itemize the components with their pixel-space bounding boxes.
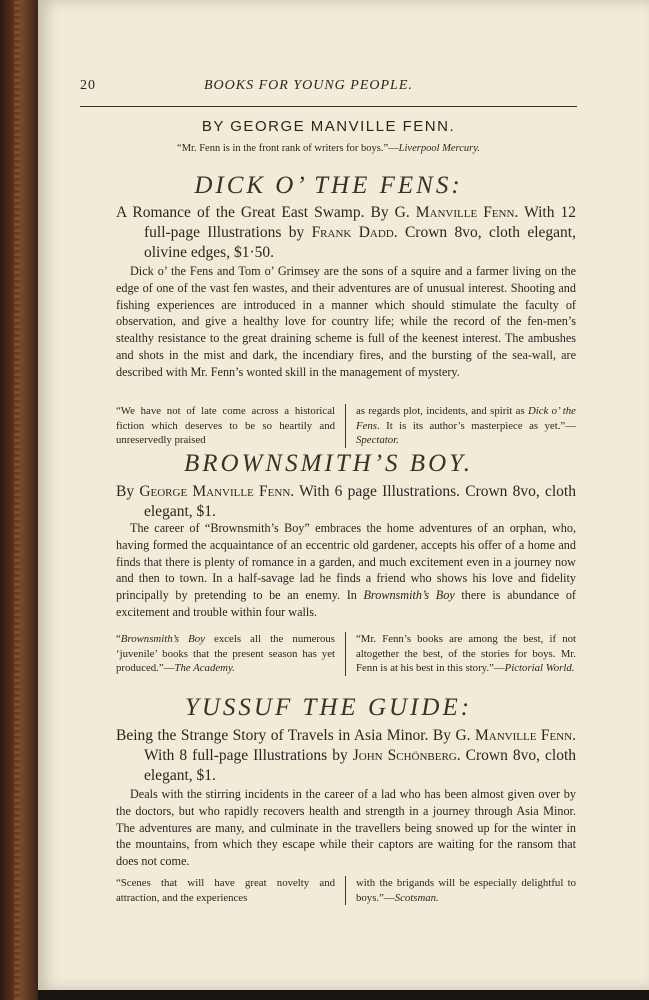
review-text: with the brigands will be especially delightful to boys.”—	[356, 877, 576, 904]
review-book-title: Dick o’ the Fens	[356, 405, 576, 432]
book-summary: Dick o’ the Fens and Tom o’ Grimsey are the sons of a squire and a farmer living on the edge of one of the vast fen wastes, and their adventures are of unusual interest. Shooting and fishing experiences are introduced in a manner which should stimulate the faculty of observation, and give a healthy love for country life; while the record of the fen-men’s stealthy resistance to the great draining scheme is full of the keenest interest. The ambushes and shots in the mist and dark, the incendiary fires, and the bursting of the sea-wall, are described with Mr. Fenn’s wonted skill in the management of mystery.	[116, 264, 576, 379]
book-reviews	[116, 632, 576, 676]
book-description	[116, 726, 576, 786]
review-right	[346, 404, 576, 448]
desc-text: Being the Strange Story of Travels in Asia Minor. By G.	[116, 727, 475, 744]
review-right	[346, 632, 576, 676]
review-left	[116, 404, 346, 448]
review-text: “Scenes that will have great novelty and attraction, and the experiences	[116, 877, 335, 904]
desc-text: A Romance of the Great East Swamp. By G.	[116, 204, 416, 221]
book-reviews	[116, 876, 576, 905]
review-text: “We have not of late come across a historical fiction which deserves to be so heartily and unreservedly praised	[116, 405, 335, 446]
book-description	[116, 203, 576, 263]
author-quote-source: Liverpool Mercury.	[398, 143, 480, 154]
page-number: 20	[80, 78, 96, 93]
desc-author: Manville Fenn	[415, 204, 515, 221]
desc-illustrator: John Schönberg	[352, 747, 457, 764]
book-title: DICK O’ THE FENS:	[194, 172, 463, 199]
book-description	[116, 482, 576, 522]
book-title: YUSSUF THE GUIDE:	[184, 694, 473, 721]
review-source: The Academy.	[174, 662, 235, 674]
author-quote-text: “Mr. Fenn is in the front rank of writers for boys.”—	[177, 143, 399, 154]
review-text: as regards plot, incidents, and spirit as	[356, 405, 528, 417]
desc-text: By	[116, 483, 140, 500]
desc-text: . Crown 8vo, cloth elegant, olivine edges, $1·50.	[144, 224, 576, 261]
review-left: “Brownsmith’s Boy excels all the numerous ‘juvenile’ books that the present season has yet produced.”—The Academy.	[116, 632, 346, 676]
review-left	[116, 876, 346, 905]
book-reviews	[116, 404, 576, 448]
book-spine	[0, 0, 38, 1000]
header-rule	[80, 106, 577, 107]
summary-text: there is abundance of excitement and trouble within four walls.	[116, 588, 576, 619]
desc-text: . With 12 full-page Illustrations by	[144, 204, 577, 241]
desc-text: . With 6 page Illustrations. Crown 8vo, cloth elegant, $1.	[144, 483, 576, 520]
book-summary	[116, 520, 576, 621]
book-title: BROWNSMITH’S BOY.	[184, 450, 473, 477]
summary-book-title: Brownsmith’s Boy	[363, 588, 455, 603]
review-source: Spectator.	[356, 434, 399, 446]
review-source: Scotsman.	[394, 891, 439, 904]
book-summary: Deals with the stirring incidents in the career of a lad who has been almost given over by the doctors, but who rapidly recovers health and strength in a journey through Asia Minor. The adventures are many, and culminate in the travellers being snowed up for the winter in the mountains, from which they escape while their captors are waiting for the ransom that does not come.	[116, 787, 576, 869]
review-right	[346, 876, 576, 905]
review-book-title: Brownsmith’s Boy	[120, 633, 205, 645]
author-quote	[80, 143, 577, 154]
review-text: “Mr. Fenn’s books are among the best, if not altogether the best, of the stories for boys. Mr. Fenn is at his best in this story.”—	[356, 633, 576, 674]
desc-text: . Crown 8vo, cloth elegant, $1.	[144, 747, 576, 784]
review-text: . It is its author’s masterpiece as yet.”—	[377, 419, 576, 432]
desc-text: . With 8 full-page Illustrations by	[144, 727, 576, 764]
desc-illustrator: Frank Dadd	[311, 224, 394, 241]
author-heading: BY GEORGE MANVILLE FENN.	[201, 118, 456, 135]
desc-author: Manville Fenn	[475, 727, 573, 744]
desc-author: George Manville Fenn	[139, 483, 291, 500]
summary-text: The career of “Brownsmith’s Boy” embraces the home adventures of an orphan, who, having formed the acquaintance of an eccentric old gardener, accepts his offer of a home and finds that there is plenty of romance in a garden, and much excitement even in a journey now and then to town. In a half-savage lad he finds a friend who shows his love and fidelity principally by pretending to be an enemy. In	[116, 521, 576, 603]
review-text: excels all the numerous ‘juvenile’ books that the present season has yet produced.”—	[116, 633, 335, 674]
running-title: BOOKS FOR YOUNG PEOPLE.	[204, 78, 413, 93]
review-source: Pictorial World.	[504, 662, 575, 674]
